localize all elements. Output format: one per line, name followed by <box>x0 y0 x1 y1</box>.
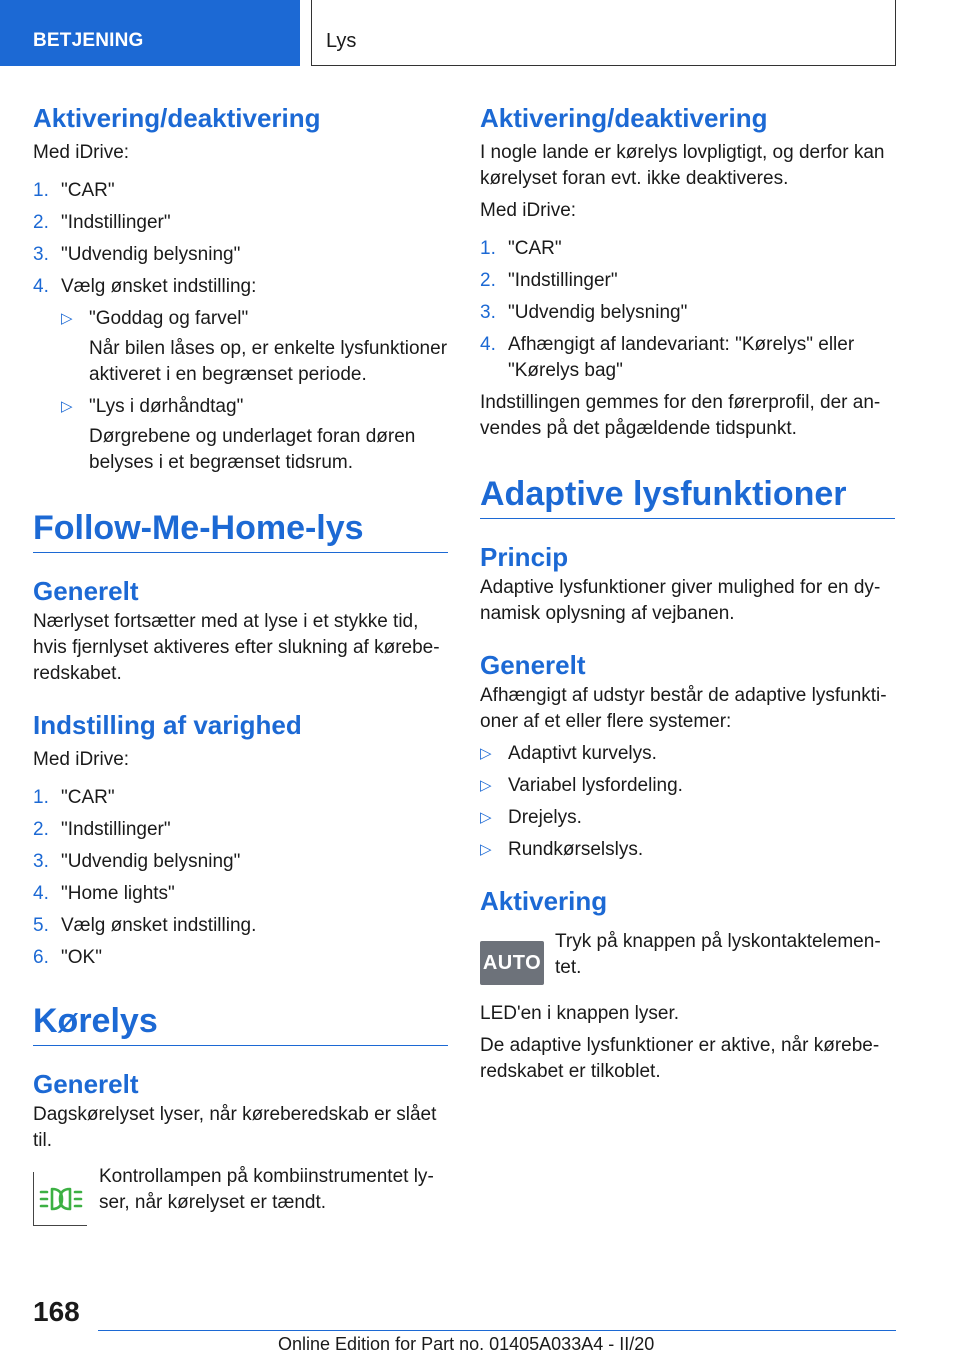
fmh-general-text: Nærlyset fortsætter med at lyse i et stykke tid, hvis fjernlyset aktiveres efter slukning af køreberedskabet. <box>33 611 440 684</box>
list-item: ▷ Variabel lysfordeling. <box>480 773 895 799</box>
chapter-label: Lys <box>326 30 357 52</box>
follow-me-home-heading: Follow-Me-Home-lys <box>33 506 448 553</box>
list-item: 6. "OK" <box>33 947 102 968</box>
triangle-bullet-icon: ▷ <box>61 398 73 415</box>
left-activation-options <box>61 306 448 476</box>
list-item: 3. "Udvendig belysning" <box>33 851 241 872</box>
dl-general-heading: Generelt <box>33 1069 139 1099</box>
page-number: 168 <box>33 1296 80 1327</box>
adaptive-lights-heading: Adaptive lysfunktioner <box>480 472 895 519</box>
auto-button-label: AUTO <box>482 951 542 974</box>
list-item: ▷ Adaptivt kurvelys. <box>480 741 895 767</box>
list-item: 4. Afhængigt af landevariant: "Kørelys" eller "Kørelys bag" <box>480 334 855 381</box>
auto-button-text: Tryk på knappen på lyskontaktelementet. <box>555 931 881 978</box>
adaptive-active-text: De adaptive lysfunktioner er aktive, når køreberedskabet er tilkoblet. <box>480 1035 880 1082</box>
dl-general-text: Dagskørelyset lyser, når køreberedskab er slået til. <box>33 1104 437 1151</box>
edition-text: Online Edition for Part no. 01405A033A4 - II/20 <box>278 1334 655 1354</box>
right-activation-note: Indstillingen gemmes for den førerprofil, der anvendes på det pågældende tidspunkt. <box>480 392 881 439</box>
triangle-bullet-icon: ▷ <box>480 841 492 858</box>
fmh-general-heading: Generelt <box>33 576 139 606</box>
list-item: ▷ Drejelys. <box>480 805 895 831</box>
list-item: 2. "Indstillinger" <box>33 819 171 840</box>
list-item: 1. "CAR" <box>480 238 562 259</box>
right-column <box>480 100 895 1085</box>
auto-button-row <box>480 929 895 981</box>
list-item: 4. "Home lights" <box>33 883 175 904</box>
section-label: BETJENING <box>33 30 144 51</box>
left-column <box>33 100 448 1216</box>
left-activation-intro: Med iDrive: <box>33 142 130 163</box>
list-item: 3. "Udvendig belysning" <box>480 302 688 323</box>
list-item: 2. "Indstillinger" <box>33 212 171 233</box>
activation-heading: Aktivering <box>480 886 608 916</box>
list-item: ▷ "Lys i dørhåndtag" Dørgrebene og underlaget foran døren belyses i et begrænset tidsrum. <box>61 396 416 473</box>
adaptive-general-text: Afhængigt af udstyr består de adaptive lysfunktioner af et eller flere systemer: <box>480 685 887 732</box>
duration-steps <box>33 785 448 971</box>
dl-indicator-text: Kontrollampen på kombiinstrumentet lyser, når kørelyset er tændt. <box>99 1166 434 1213</box>
list-item: 5. Vælg ønsket indstilling. <box>33 915 257 936</box>
list-item: 3. "Udvendig belysning" <box>33 244 241 265</box>
right-activation-text: I nogle lande er kørelys lovpligtigt, og derfor kan kørelyset foran evt. ikke deaktiveres. <box>480 142 885 189</box>
right-activation-heading: Aktivering/deaktivering <box>480 103 768 133</box>
duration-heading: Indstilling af varighed <box>33 710 302 740</box>
duration-intro: Med iDrive: <box>33 749 130 770</box>
triangle-bullet-icon: ▷ <box>480 809 492 826</box>
dl-indicator-row <box>33 1164 448 1216</box>
principle-heading: Princip <box>480 542 569 572</box>
footer-divider <box>98 1330 896 1331</box>
section-tab <box>0 0 300 66</box>
right-activation-steps <box>480 236 895 384</box>
list-item: 1. "CAR" <box>33 180 115 201</box>
led-text: LED'en i knappen lyser. <box>480 1003 680 1024</box>
adaptive-general-heading: Generelt <box>480 650 586 680</box>
triangle-bullet-icon: ▷ <box>480 777 492 794</box>
left-activation-steps <box>33 178 448 476</box>
daytime-running-light-icon <box>33 1172 87 1226</box>
chapter-tab <box>311 0 896 66</box>
list-item: ▷ "Goddag og farvel" Når bilen låses op, er enkelte lysfunktioner aktiveret i en begrænset periode. <box>61 308 448 385</box>
list-item: ▷ Rundkørselslys. <box>480 837 895 863</box>
list-item: 4. Vælg ønsket indstilling: ▷ "Goddag og farvel" Når bilen låses op, er enkelte lysfunktioner aktiveret i en begrænset periode. ▷ "Lys i dørhåndtag" Dørgrebene og underlaget foran døren belyses i et begrænset tidsrum. <box>33 274 448 476</box>
list-item: 1. "CAR" <box>33 787 115 808</box>
triangle-bullet-icon: ▷ <box>61 310 73 327</box>
auto-button-icon <box>480 941 544 985</box>
daytime-lights-heading: Kørelys <box>33 999 448 1046</box>
left-activation-heading: Aktivering/deaktivering <box>33 103 321 133</box>
list-item: 2. "Indstillinger" <box>480 270 618 291</box>
page-header <box>0 0 960 66</box>
right-activation-intro: Med iDrive: <box>480 200 577 221</box>
principle-text: Adaptive lysfunktioner giver mulighed for en dynamisk oplysning af vejbanen. <box>480 577 881 624</box>
adaptive-systems-list <box>480 741 895 863</box>
triangle-bullet-icon: ▷ <box>480 745 492 762</box>
